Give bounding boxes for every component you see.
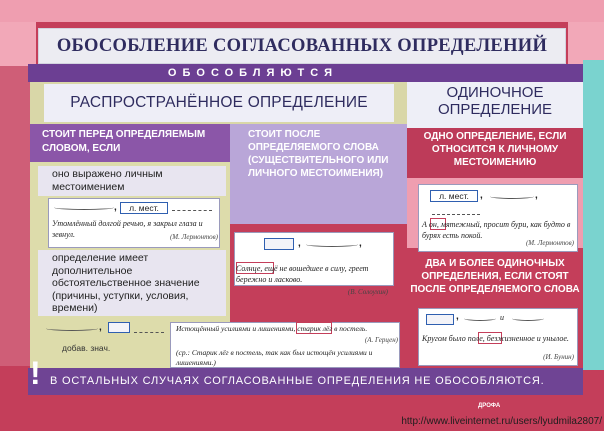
single-pronoun-heading: ОДНО ОПРЕДЕЛЕНИЕ, ЕСЛИ ОТНОСИТСЯ К ЛИЧНОМУ МЕСТОИМЕНИЮ: [423, 131, 567, 168]
adverbial-example-text: Истощённый усилиями и лишениями, старик лёг в постель.: [176, 324, 368, 333]
after-word-example-text: Солнце, ещё не вошедшее в силу, греет бережно и ласково.: [236, 264, 369, 284]
adverbial-scheme-label: добав. знач.: [62, 343, 111, 353]
single-pronoun-scheme-dashed-line: [432, 214, 480, 215]
pronoun-scheme-label: л. мест.: [129, 203, 159, 213]
extended-definition-header: РАСПРОСТРАНЁННОЕ ОПРЕДЕЛЕНИЕ: [70, 94, 368, 111]
scheme-comma: ,: [114, 202, 117, 213]
adverbial-compare-text: (ср.: Старик лёг в постель, так как был истощён усилиями и лишениями.): [176, 348, 373, 367]
pronoun-example-text: Утомлённый долгой речью, я закрыл глаза и зевнул.: [52, 219, 203, 239]
single-pronoun-scheme-comma: ,: [480, 190, 483, 201]
single-definition-header: ОДИНОЧНОЕ ОПРЕДЕЛЕНИЕ: [437, 84, 553, 118]
single-pronoun-example-author: (М. Лермонтов): [525, 239, 574, 247]
multiple-single-scheme-conjunction: и: [500, 313, 504, 322]
watermark-url: http://www.liveinternet.ru/users/lyudmila2807/: [401, 416, 602, 427]
adverbial-scheme-wavy-line: [46, 326, 98, 331]
after-word-scheme-wavy-line: [306, 242, 358, 247]
obosoblyayutsya-label: ОБОСОБЛЯЮТСЯ: [167, 67, 339, 79]
after-word-example-author: (В. Солоухин): [347, 288, 388, 296]
page-title: ОБОСОБЛЕНИЕ СОГЛАСОВАННЫХ ОПРЕДЕЛЕНИЙ: [56, 36, 548, 56]
top-pink-band: [0, 0, 604, 22]
multiple-single-scheme-box: [426, 314, 454, 325]
single-pronoun-example-text: А он, мятежный, просит бури, как будто в бурях есть покой.: [422, 220, 571, 240]
publisher-logo: ДРОФА: [478, 403, 501, 409]
left-strip: [0, 66, 30, 366]
multiple-single-heading: ДВА И БОЛЕЕ ОДИНОЧНЫХ ОПРЕДЕЛЕНИЯ, ЕСЛИ СТОЯТ ПОСЛЕ ОПРЕДЕЛЯЕМОГО СЛОВА: [410, 258, 580, 295]
scheme-dashed-line: [172, 210, 212, 211]
after-word-scheme-box: [264, 238, 294, 250]
multiple-single-example-text: Кругом было поле, безжизненное и унылое.: [422, 334, 569, 343]
single-pronoun-scheme-wavy-line: [490, 194, 534, 199]
multiple-single-scheme-wavy-line: [464, 316, 496, 321]
bottom-rule-text: В ОСТАЛЬНЫХ СЛУЧАЯХ СОГЛАСОВАННЫЕ ОПРЕДЕЛЕНИЯ НЕ ОБОСОБЛЯЮТСЯ.: [50, 375, 545, 387]
adverbial-scheme-dashed-line: [134, 332, 164, 333]
adverbial-example-author: (А. Герцен): [364, 336, 398, 344]
after-word-heading: СТОИТ ПОСЛЕ ОПРЕДЕЛЯЕМОГО СЛОВА (СУЩЕСТВИТЕЛЬНОГО ИЛИ ЛИЧНОГО МЕСТОИМЕНИЯ): [248, 129, 389, 179]
adverbial-scheme-box: [108, 322, 130, 333]
exclamation-icon: !: [30, 355, 41, 391]
adverbial-case-text: определение имеет дополнительное обстоятельственное значение (причины, уступки, условия, времени): [52, 252, 200, 314]
left-corner-block: [0, 22, 36, 66]
after-word-scheme-comma: ,: [298, 238, 301, 249]
pronoun-example-author: (М. Лермонтов): [169, 233, 218, 241]
multiple-single-scheme-wavy-line-2: [512, 316, 544, 321]
multiple-single-example-author: (И. Бунин): [543, 353, 574, 361]
pronoun-case-text: оно выражено личным местоимением: [52, 168, 163, 193]
multiple-single-scheme-comma: ,: [456, 311, 459, 322]
before-word-heading: СТОИТ ПЕРЕД ОПРЕДЕЛЯЕМЫМ СЛОВОМ, ЕСЛИ: [42, 129, 206, 154]
after-word-scheme-comma-2: ,: [359, 238, 362, 249]
right-teal-strip: [583, 60, 604, 370]
single-pronoun-scheme-label: л. мест.: [439, 191, 469, 201]
adverbial-scheme-comma: ,: [99, 322, 102, 333]
scheme-wavy-line: [54, 205, 114, 210]
single-pronoun-scheme-comma-2: ,: [535, 190, 538, 201]
